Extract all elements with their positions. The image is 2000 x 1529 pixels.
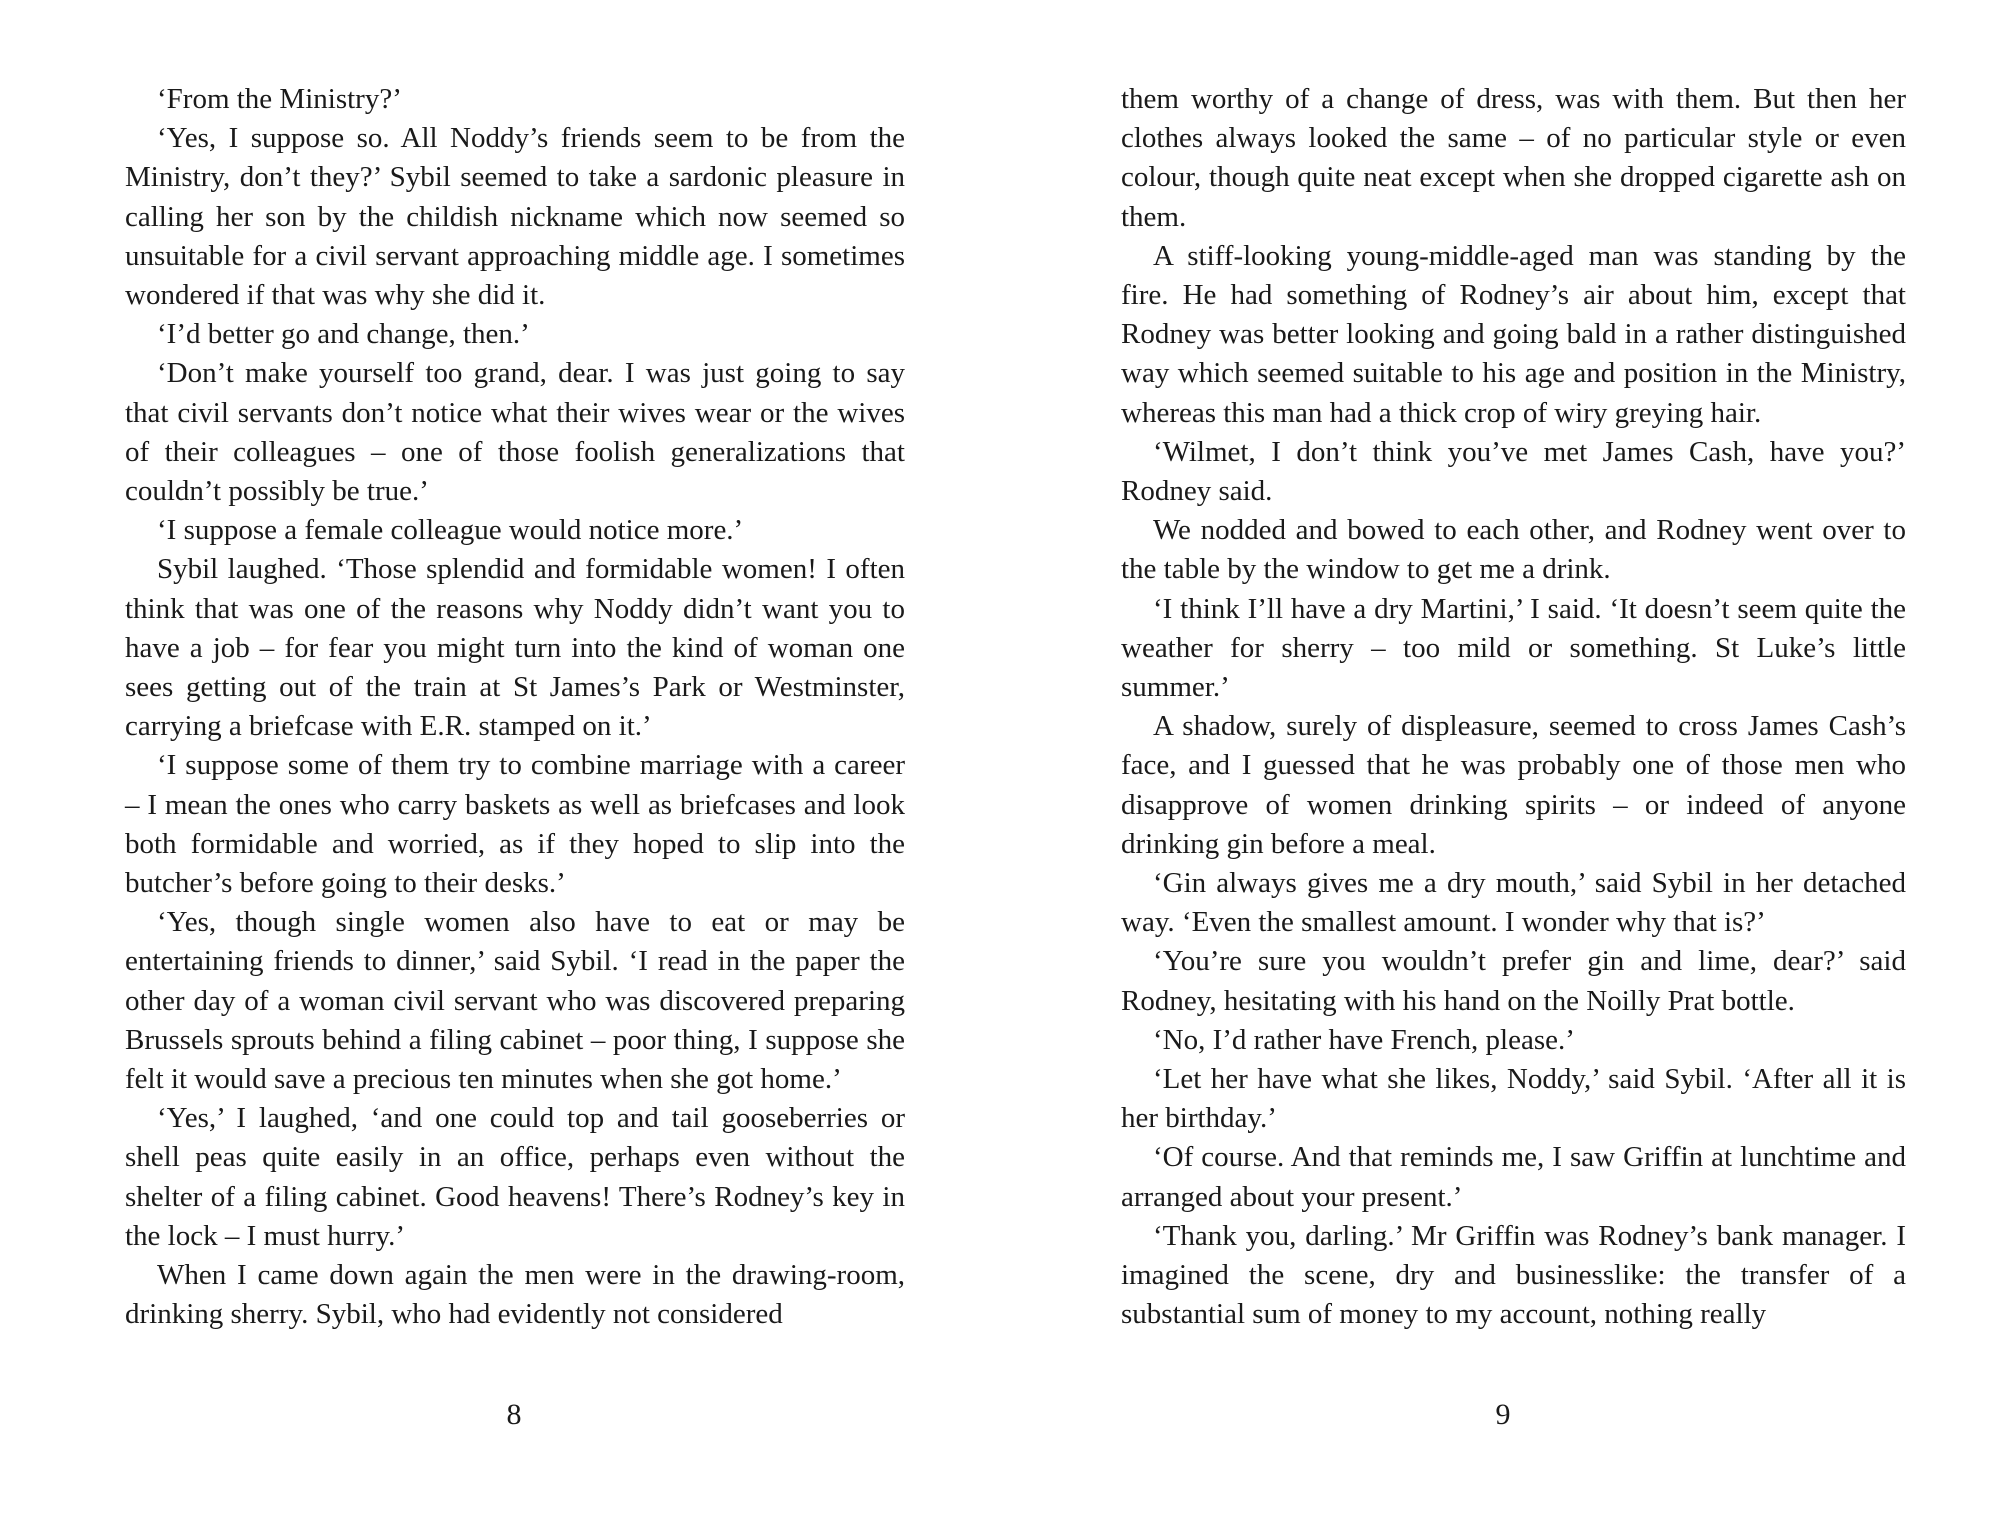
right-paragraph-4: We nodded and bowed to each other, and Rodney went over to the table by the window to get me a drink.: [1121, 514, 1906, 586]
right-paragraph-8: ‘You’re sure you wouldn’t prefer gin and lime, dear?’ said Rodney, hesitating with his hand on the Noilly Prat bottle.: [1121, 945, 1906, 1017]
left-page-number: 8: [506, 1398, 522, 1431]
right-paragraph-11: ‘Of course. And that reminds me, I saw Griffin at lunchtime and arranged about your present.’: [1121, 1141, 1906, 1213]
left-paragraph-3: ‘I’d better go and change, then.’: [157, 318, 530, 351]
left-paragraph-7: ‘I suppose some of them try to combine marriage with a career – I mean the ones who carry baskets as well as briefcases and look both formidable and worried, as if they hoped to slip into the butcher’s before going to their desks.’: [125, 749, 905, 900]
right-paragraph-10: ‘Let her have what she likes, Noddy,’ said Sybil. ‘After all it is her birthday.’: [1121, 1063, 1906, 1135]
right-page-number: 9: [1495, 1398, 1511, 1431]
left-paragraph-10: When I came down again the men were in the drawing-room, drinking sherry. Sybil, who had evidently not considered: [125, 1259, 905, 1331]
right-paragraph-9: ‘No, I’d rather have French, please.’: [1153, 1023, 1575, 1056]
left-paragraph-4: ‘Don’t make yourself too grand, dear. I was just going to say that civil servants don’t notice what their wives wear or the wives of their colleagues – one of those foolish generalizations that couldn’t possibly be true.’: [125, 357, 905, 508]
left-paragraph-2: ‘Yes, I suppose so. All Noddy’s friends seem to be from the Ministry, don’t they?’ Sybil seemed to take a sardonic pleasure in calling her son by the childish nickname which now seemed so unsuitable for a civil servant approaching middle age. I sometimes wondered if that was why she did it.: [125, 122, 905, 312]
right-paragraph-7: ‘Gin always gives me a dry mouth,’ said Sybil in her detached way. ‘Even the smallest amount. I wonder why that is?’: [1121, 867, 1906, 939]
right-paragraph-5: ‘I think I’ll have a dry Martini,’ I said. ‘It doesn’t seem quite the weather for sherry – too mild or something. St Luke’s little summer.’: [1121, 592, 1906, 704]
right-paragraph-1: them worthy of a change of dress, was with them. But then her clothes always looked the same – of no particular style or even colour, though quite neat except when she dropped cigarette ash on them.: [1121, 83, 1906, 233]
left-paragraph-9: ‘Yes,’ I laughed, ‘and one could top and tail gooseberries or shell peas quite easily in an office, perhaps even without the shelter of a filing cabinet. Good heavens! There’s Rodney’s key in the lock – I must hurry.’: [125, 1102, 905, 1252]
right-paragraph-12: ‘Thank you, darling.’ Mr Griffin was Rodney’s bank manager. I imagined the scene, dry and businesslike: the transfer of a substantial sum of money to my account, nothing really: [1121, 1219, 1906, 1331]
left-paragraph-8: ‘Yes, though single women also have to eat or may be entertaining friends to dinner,’ said Sybil. ‘I read in the paper the other day of a woman civil servant who was discovered preparing Brussels sprouts behind a filing cabinet – poor thing, I suppose she felt it would save a precious ten minutes when she got home.’: [125, 906, 905, 1096]
right-page-text: [1121, 80, 1906, 1335]
right-paragraph-6: A shadow, surely of displeasure, seemed to cross James Cash’s face, and I guessed that he was probably one of those men who disapprove of women drinking spirits – or indeed of anyone drinking gin before a meal.: [1121, 710, 1906, 860]
right-paragraph-3: ‘Wilmet, I don’t think you’ve met James Cash, have you?’ Rodney said.: [1121, 435, 1906, 508]
right-paragraph-2: A stiff-looking young-middle-aged man was standing by the fire. He had something of Rodney’s air about him, except that Rodney was better looking and going bald in a rather distinguished way which seemed suitable to his age and position in the Ministry, whereas this man had a thick crop of wiry greying hair.: [1121, 239, 1906, 429]
left-page-text: [125, 80, 905, 1335]
left-paragraph-1: ‘From the Ministry?’: [157, 83, 402, 115]
left-paragraph-6: Sybil laughed. ‘Those splendid and formidable women! I often think that was one of the reasons why Noddy didn’t want you to have a job – for fear you might turn into the kind of woman one sees getting out of the train at St James’s Park or Westminster, carrying a briefcase with E.R. stamped on it.’: [125, 553, 905, 743]
left-paragraph-5: ‘I suppose a female colleague would notice more.’: [157, 514, 744, 547]
